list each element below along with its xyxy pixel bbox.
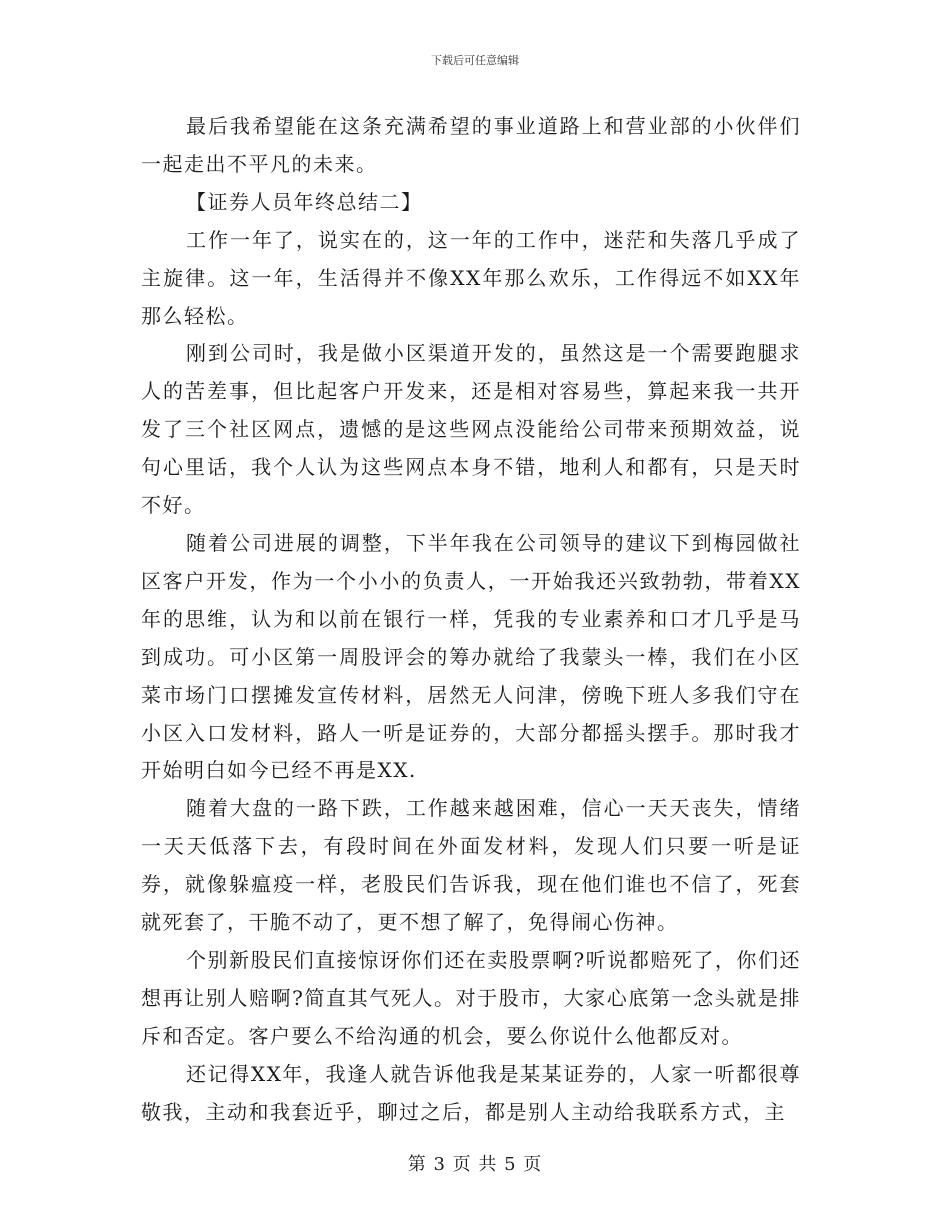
paragraph: 随着大盘的一路下跌，工作越来越困难，信心一天天丧失，情绪一天天低落下去，有段时间在外面发材料，发现人们只要一听是证券，就像躲瘟疫一样，老股民们告诉我，现在他们谁也不信了，死套就死套了，干脆不动了，更不想了解了，免得闹心伤神。 [141, 796, 801, 935]
paragraph: 最后我希望能在这条充满希望的事业道路上和营业部的小伙伴们一起走出不平凡的未来。 [141, 114, 801, 176]
paragraph: 刚到公司时，我是做小区渠道开发的，虽然这是一个需要跑腿求人的苦差事，但比起客户开发来，还是相对容易些，算起来我一共开发了三个社区网点，遗憾的是这些网点没能给公司带来预期效益，说句心里话，我个人认为这些网点本身不错，地利人和都有，只是天时不好。 [141, 341, 801, 518]
section-heading: 【证券人员年终总结二】 [186, 189, 423, 214]
paragraph: 个别新股民们直接惊讶你们还在卖股票啊?听说都赔死了，你们还想再让别人赔啊?简直其气死人。对于股市，大家心底第一念头就是排斥和否定。客户要么不给沟通的机会，要么你说什么他都反对。 [141, 947, 801, 1048]
paragraph: 工作一年了，说实在的，这一年的工作中，迷茫和失落几乎成了主旋律。这一年，生活得并不像XX年那么欢乐，工作得远不如XX年那么轻松。 [141, 227, 801, 328]
document-body [141, 108, 801, 1131]
paragraph: 还记得XX年，我逢人就告诉他我是某某证券的，人家一听都很尊敬我，主动和我套近乎，聊过之后，都是别人主动给我联系方式，主 [141, 1061, 801, 1124]
paragraph: 随着公司进展的调整，下半年我在公司领导的建议下到梅园做社区客户开发，作为一个小小的负责人，一开始我还兴致勃勃，带着XX年的思维，认为和以前在银行一样，凭我的专业素养和口才几乎是马到成功。可小区第一周股评会的筹办就给了我蒙头一棒，我们在小区菜市场门口摆摊发宣传材料，居然无人问津，傍晚下班人多我们守在小区入口发材料，路人一听是证券的，大部分都摇头摆手。那时我才开始明白如今已经不再是XX. [141, 530, 801, 783]
page-number-footer: 第 3 页 共 5 页 [407, 1154, 543, 1175]
page-header: 下载后可任意编辑 [431, 54, 519, 67]
